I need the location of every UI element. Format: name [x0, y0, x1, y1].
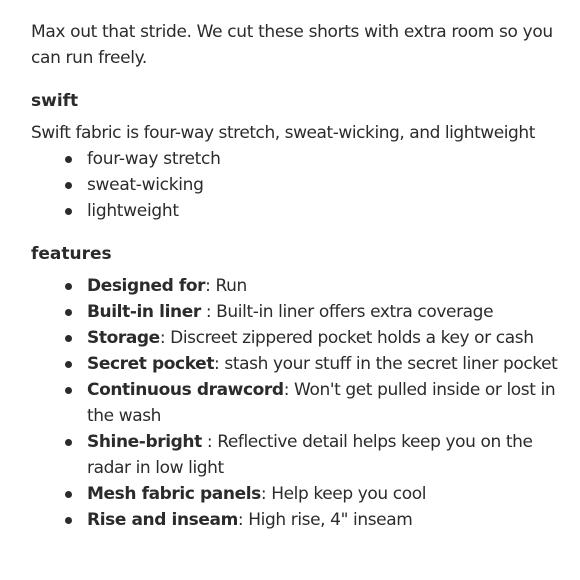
feature-separator: :	[159, 328, 171, 348]
feature-item	[87, 351, 568, 377]
feature-term: Storage	[87, 328, 160, 348]
feature-separator: :	[260, 484, 272, 504]
feature-text: Won't get pulled inside or lost in the wash	[87, 380, 556, 426]
feature-term: Built-in liner	[87, 302, 201, 322]
feature-separator: :	[200, 302, 217, 322]
feature-text: Run	[215, 276, 247, 296]
feature-text: Discreet zippered pocket holds a key or cash	[170, 328, 534, 348]
swift-description: Swift fabric is four-way stretch, sweat-wicking, and lightweight	[31, 123, 535, 143]
feature-term: Continuous drawcord	[87, 380, 284, 400]
bullet-icon	[65, 283, 72, 290]
feature-separator: :	[237, 510, 249, 530]
feature-separator: :	[283, 380, 295, 400]
feature-text: Reflective detail helps keep you on the radar in low light	[87, 432, 533, 478]
bullet-icon	[65, 208, 72, 215]
feature-term: Secret pocket	[87, 354, 215, 374]
swift-heading: swift	[31, 91, 79, 111]
feature-term: Rise and inseam	[87, 510, 238, 530]
bullet-icon	[65, 387, 72, 394]
intro-text: Max out that stride. We cut these shorts with extra room so you can run freely.	[31, 22, 553, 68]
bullet-icon	[65, 491, 72, 498]
swift-list	[31, 146, 568, 224]
feature-separator: :	[201, 432, 218, 452]
bullet-icon	[65, 182, 72, 189]
feature-text: High rise, 4" inseam	[248, 510, 413, 530]
feature-item	[87, 273, 568, 299]
list-item	[87, 198, 568, 224]
feature-term: Mesh fabric panels	[87, 484, 261, 504]
feature-term: Designed for	[87, 276, 206, 296]
features-heading: features	[31, 244, 112, 264]
feature-text: stash your stuff in the secret liner pocket	[224, 354, 558, 374]
feature-separator: :	[214, 354, 225, 374]
list-item	[87, 172, 568, 198]
feature-item	[87, 507, 568, 533]
feature-item	[87, 429, 568, 481]
bullet-icon	[65, 361, 72, 368]
bullet-icon	[65, 156, 72, 163]
bullet-icon	[65, 517, 72, 524]
list-item-text: sweat-wicking	[87, 175, 204, 195]
bullet-icon	[65, 439, 72, 446]
feature-item	[87, 377, 568, 429]
feature-text: Help keep you cool	[271, 484, 427, 504]
feature-separator: :	[205, 276, 216, 296]
bullet-icon	[65, 335, 72, 342]
list-item-text: four-way stretch	[87, 149, 221, 169]
list-item-text: lightweight	[87, 201, 179, 221]
features-list	[31, 273, 568, 533]
feature-text: Built-in liner offers extra coverage	[216, 302, 494, 322]
bullet-icon	[65, 309, 72, 316]
feature-term: Shine-bright	[87, 432, 202, 452]
feature-item	[87, 299, 568, 325]
list-item	[87, 146, 568, 172]
feature-item	[87, 325, 568, 351]
feature-item	[87, 481, 568, 507]
